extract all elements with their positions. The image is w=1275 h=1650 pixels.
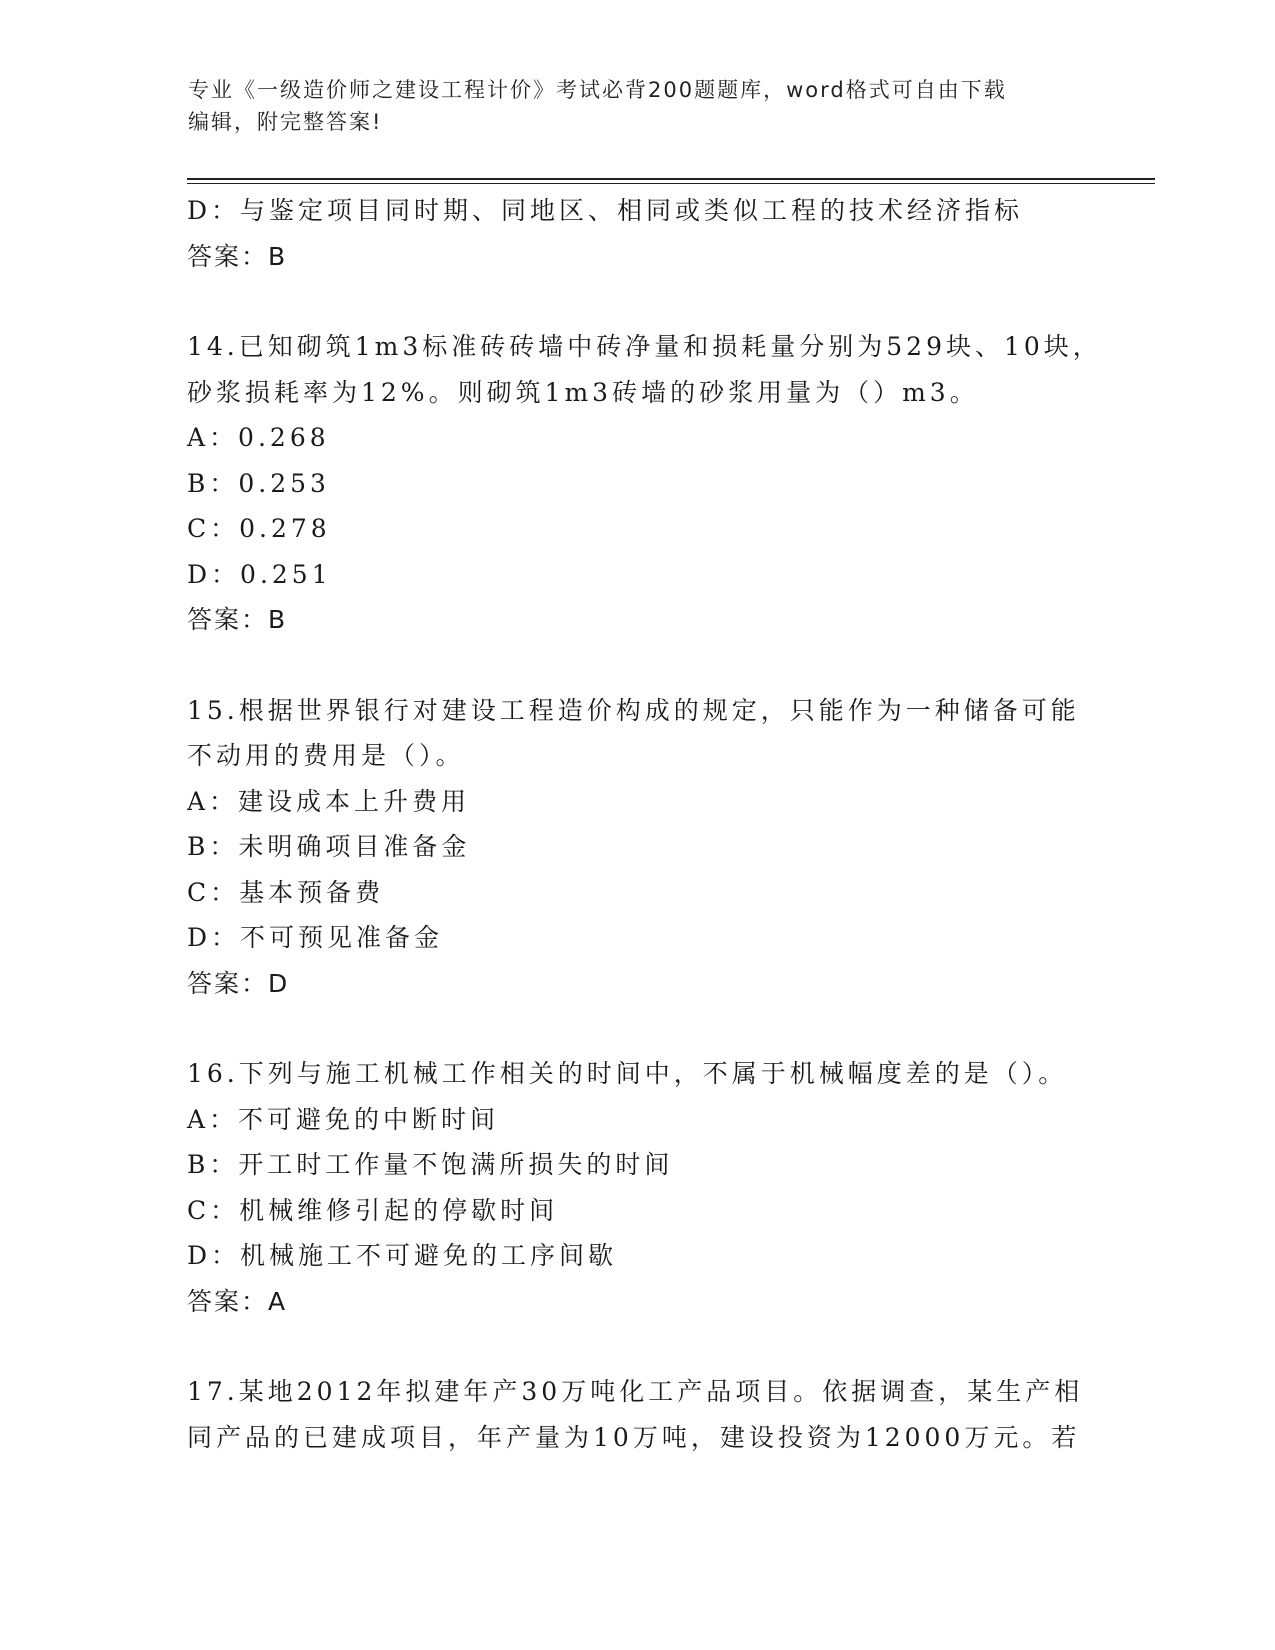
question-list <box>187 188 1102 1460</box>
answer-line: 答案：A <box>187 1286 288 1316</box>
question-15 <box>187 688 1087 1007</box>
question-stem-line-1: 17.某地2012年拟建年产30万吨化工产品项目。依据调查，某生产相 <box>187 1377 1084 1406</box>
question-stem-line-2: 同产品的已建成项目，年产量为10万吨，建设投资为12000万元。若 <box>187 1422 1081 1452</box>
question-13-tail <box>187 188 1087 279</box>
question-stem-line-2: 不动用的费用是（）。 <box>187 741 465 770</box>
option-a: A：0.268 <box>187 423 330 452</box>
option-d: D：不可预见准备金 <box>187 923 444 952</box>
header-title-line-1: 专业《一级造价师之建设工程计价》考试必背200题题库，word格式可自由下载 <box>188 78 1007 102</box>
header-title-line-2: 编辑，附完整答案! <box>188 110 383 134</box>
question-16 <box>187 1051 1087 1324</box>
option-d: D：机械施工不可避免的工序间歇 <box>187 1241 618 1270</box>
question-spacer <box>187 1324 1087 1369</box>
option-a: A：建设成本上升费用 <box>187 786 471 816</box>
answer-line: 答案：B <box>187 241 288 271</box>
answer-line: 答案：B <box>187 605 288 634</box>
option-a: A：不可避免的中断时间 <box>187 1104 500 1134</box>
option-b: B：开工时工作量不饱满所损失的时间 <box>187 1150 674 1179</box>
page-header <box>188 74 1068 138</box>
answer-line: 答案：D <box>187 968 290 998</box>
option-c: C：基本预备费 <box>187 877 385 907</box>
option-c: C：0.278 <box>187 514 331 543</box>
header-divider-thin <box>187 183 1155 184</box>
option-d: D：0.251 <box>187 559 332 589</box>
header-divider-thick <box>187 178 1155 180</box>
question-spacer <box>187 279 1087 324</box>
question-stem-line-1: 15.根据世界银行对建设工程造价构成的规定，只能作为一种储备可能 <box>187 695 1080 725</box>
option-c: C：机械维修引起的停歇时间 <box>187 1195 559 1225</box>
option-b: B：0.253 <box>187 468 330 498</box>
question-14 <box>187 324 1102 643</box>
question-spacer <box>187 643 1087 688</box>
question-stem-line-1: 16.下列与施工机械工作相关的时间中，不属于机械幅度差的是（）。 <box>187 1059 1068 1088</box>
question-stem-line-2: 砂浆损耗率为12%。则砌筑1m3砖墙的砂浆用量为（）m3。 <box>187 377 979 407</box>
option-d: D：与鉴定项目同时期、同地区、相同或类似工程的技术经济指标 <box>187 196 1024 225</box>
question-17 <box>187 1369 1087 1460</box>
question-stem-line-1: 14.已知砌筑1m3标准砖砖墙中砖净量和损耗量分别为529块、10块， <box>187 332 1102 361</box>
question-spacer <box>187 1006 1087 1051</box>
option-b: B：未明确项目准备金 <box>187 832 471 861</box>
